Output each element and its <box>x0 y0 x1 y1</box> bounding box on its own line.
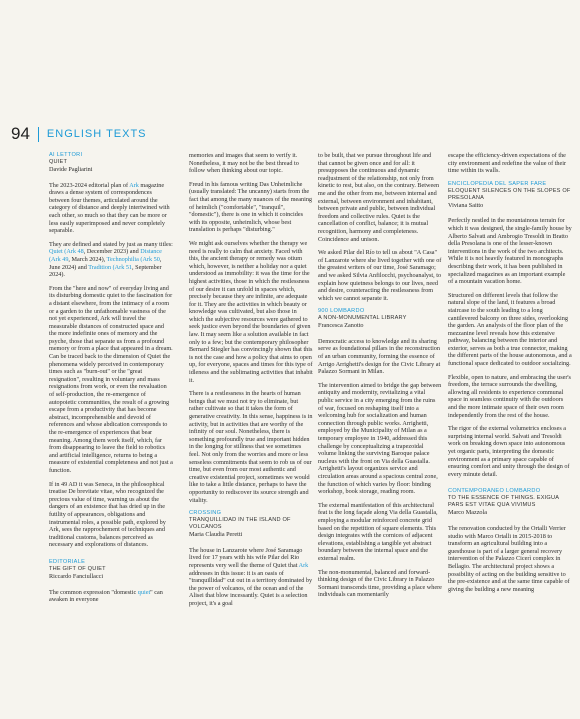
ark-mention: Ark <box>129 181 139 189</box>
article-kicker: ENCICLOPEDIA DEL SAPER FARE <box>448 180 547 187</box>
article-presolana <box>448 181 572 479</box>
article-author: Viviana Saitto <box>448 201 484 209</box>
paragraph: The non-monumental, balanced and forward-thinking design of the Civic Library in Palazzo Sormani transcends time, providing a place where individuals can momentarily <box>318 568 442 599</box>
paragraph: The rigor of the external volumetrics encloses a surprising internal world. Salvati and Tresoldi work on breaking down space into autonomous yet organic parts, interpreting the domestic environment as a primary space capable of ensuring comfort and unity through the design of every minute detail. <box>448 425 570 478</box>
article-author: Riccardo Fanciullacci <box>49 572 104 580</box>
paragraph: escape the efficiency-driven expectations of the city environment and redefine the value of their time within its walls. <box>448 152 567 175</box>
text-columns <box>0 152 580 719</box>
paragraph: The house in Lanzarote where José Saramago lived for 17 years with his wife Pilar del Rio represents very well the theme of Quiet that Ark addresses in this issue: it is an oasis of "tranquillidad" cut out in a territory dominated by the power of volcanos, of the ocean and of the Alisei that blow incessantly. Quiet is a selection project, it's a goal <box>189 546 313 607</box>
paragraph: Freud in his famous writing Das Unheimliche (usually translated: The uncanny) starts from the fact that among the many nuances of the meaning of heimlich ("comfortable", "tranquil", "domestic"), there is one in which it coincides with its opposite, unheimlich, whose best translation is perhaps "disturbing." <box>189 180 313 234</box>
quiet-mention: quiet <box>137 588 151 596</box>
page-header <box>11 124 147 144</box>
paragraph: The renovation conducted by the Ortalli Verrier studio with Marco Ortalli in 2015-2018 to transform an agricultural building into a guesthouse is part of a larger general recovery intervention of the Palazzo Cicerì complex in Bellagio. The architectural project shows a possibility of acting on the building sensitive to the pre-existence and at the same time capable of giving the building a new meaning <box>448 524 570 593</box>
article-essence-of-things <box>448 488 572 593</box>
article-author: Marco Mazzola <box>448 509 487 517</box>
paragraph: Democratic access to knowledge and its sharing serve as foundational pillars in the reconstruction of an urban community, forming the essence of Arrigo Arrighetti's design for the Civic Library at Palazzo Sormani in Milan. <box>318 337 441 376</box>
issue-link-tradition: Tradition (Ark 51 <box>88 263 133 271</box>
ark-mention: Ark <box>298 561 309 569</box>
paragraph: The common expression "domestic quiet" can awaken in everyone <box>49 588 163 604</box>
article-author: Maria Claudia Peretti <box>189 531 243 539</box>
article-kicker: CROSSING <box>189 510 222 517</box>
paragraph: If in 49 AD it was Seneca, in the philosophical treatise De brevitate vitae, who recognized the precious value of time, warning us about the dangers of an existence that has dried up in the futility of appearances, obligations and instrumental roles, a possible path, explored by Ark, sees the rapprochement of techniques and traditional customs, balances perceived as necessary and explorations of distances. <box>49 480 166 549</box>
article-title: ELOQUENT SILENCES ON THE SLOPES OF PRESOLANA <box>448 187 571 201</box>
article-author: Davide Pagliarini <box>49 166 93 173</box>
article-title: QUIET <box>49 159 68 165</box>
article-title: TO THE ESSENCE OF THINGS. EXIGUA PARS EST VITAE QUA VIVIMUS <box>448 495 559 509</box>
page-number: 94 <box>11 124 30 143</box>
article-crossing <box>189 510 313 607</box>
paragraph: The intervention aimed to bridge the gap between antiquity and modernity, revitalizing a vital public service in a city emerging from the ruins of war, focused on reshaping itself into a welcoming hub for socialization and human connection through public works. Arrighetti, employed by the Municipality of Milan as a temporary employee in 1940, addressed this challenge by conceptualizing a trapezoidal volume linking the surviving Baroque palace nucleus with the front on Via della Guastalla. Arrighetti's layout organizes service and circulation areas around a spacious central zone, the function of which varies by floor: binding workshop, book storage, reading room. <box>318 381 442 496</box>
issue-link-quiet: Quiet (Ark 48 <box>49 248 84 256</box>
article-author: Francesca Zanotto <box>318 322 364 330</box>
article-title: TRANQUILLIDAD IN THE ISLAND OF VOLCANOS <box>189 517 291 531</box>
paragraph: Perfectly nestled in the mountainous terrain for which it was designed, the single-family house by Alberto Salvati and Ambrogio Tresoldi in Bratto della Presolana is one of the lesser-known interventions in the work of the two architects. While it is not heavily featured in monographs describing their work, it has been published in specialized magazines as an important example of a mountain vacation home. <box>448 217 572 286</box>
paragraph: memories and images that seem to verify it. Nonetheless, it may not be the best thread to follow when thinking about our topic. <box>189 152 299 175</box>
column-4 <box>448 152 572 719</box>
column-3 <box>318 152 442 719</box>
paragraph: to be built, that we pursue throughout life and that cannot be given once and for all: it presupposes the continuous and dynamic readjustment of the relationship, not only from kinetic to rest, but also, on the contrary. Between me and the other from me, between internal and external, between environment and inhabitant, between private and public, between individual freedom and collective rules. Quiet is the cancellation of conflict, balance; it is mutual recognition, harmony and completeness. Coincidence and unison. <box>318 152 440 243</box>
article-gift-of-quiet <box>49 559 173 604</box>
article-kicker: EDITORIALE <box>49 558 86 565</box>
article-kicker: AI LETTORI <box>49 152 83 158</box>
section-title: ENGLISH TEXTS <box>46 128 147 140</box>
paragraph: There is a restlessness in the hearts of human beings that we must not try to eliminate, but rather cultivate so that it takes the form of generative creativity. In this sense, happiness is in activity, but in activities that are worthy of the infinity of our soul. Nonetheless, there is something profoundly true and important hidden in the longing for stillness that we sometimes feel. Not only from the worries and more or less senseless commitments that seem to rob us of our time, but even from our most authentic and creative existential project, sometimes we would like to take a little distance, perhaps to have the opportunity to rediscover its source strength and vitality. <box>189 390 313 504</box>
article-library <box>318 308 442 599</box>
paragraph: They are defined and stated by just as many titles: Quiet (Ark 48, December 2023) and Distance (Ark 49, March 2024), Technophilia (Ark 50, June 2024) and Tradition (Ark 51, September 2024). <box>49 240 173 279</box>
article-title: A NON-MONUMENTAL LIBRARY <box>318 315 407 322</box>
article-quiet <box>49 152 173 549</box>
article-kicker: CONTEMPORANEO LOMBARDO <box>448 488 541 495</box>
paragraph: Flexible, open to nature, and embracing the user's freedom, the terrace surrounds the dwelling, allowing all residents to experience communal space in seamless continuity with the outdoors and the more intimate space of their own room independently from the rest of the house. <box>448 373 571 419</box>
column-1 <box>49 152 173 719</box>
paragraph: We might ask ourselves whether the therapy we need is really to calm that anxiety. Faced with this, the ancient therapy or remedy was otium which, however, is neither a holiday nor a quiet understood as immobility: it was the time for the highest activities, those in which the restlessness of our desire it can unfold in spaces which, precisely because they are infinite, are adequate for it. They are the activities in which beauty or knowledge was cultivated, but also those in which the subjective resources were gathered to seek justice even beyond the boundaries of given law. It may seem like a solution available in fact only to a few; but the contemporary philosopher Bernard Stiegler has convincingly shown that this is not the case and how a policy that aims to open up, for everyone, spaces and times for this type of idleness and the sublimating activities that inhabit it. <box>189 239 313 384</box>
paragraph: Structured on different levels that follow the natural slope of the land, it features a broad staircase to the south leading to a long cantilevered balcony on three sides, overlooking the garden. An analysis of the floor plan of the mezzanine level reveals how this extensive pathway, balancing between the interior and exterior, serves as both a true connector, making the different parts of the house autonomous, and a functional space dedicated to outdoor socializing. <box>448 291 572 368</box>
paragraph: From the "here and now" of everyday living and its disturbing domestic quiet to the fascination for a distant elsewhere, from the intimacy of a room or a garden to the unfathomable vastness of the not yet experienced, Ark will travel the measurable distances of constructed space and the more indefinite ones of memory and the psyche, those that separate us from a profound memory or from a place that appeared in a dream. Can be traced back to the dimension of Quiet the phenomena widely perceived in contemporary times such as "burn-out" or the "great resignation", resulting in voluntary and mass resignations from work, or even the revaluation of self-production, the re-emergence of autopoietic communities, the result of a growing escape from a productivity that has become abstract, incomprehensible and devoid of references and whose abdication corresponds to the re-emergence of experiences that bear meaning. Among them work itself, which, far from disappearing to leave the field to robotics and artificial intelligence, returns to being a measure of existential completeness and not just a function. <box>49 284 173 474</box>
issue-link-technophilia: Technophilia (Ark 50 <box>106 255 160 263</box>
paragraph: We asked Pilar del Río to tell us about "A Casa" of Lanzarote where she lived together with one of the greatest writers of our time, José Saramago; and we asked Silvia Anfilocchi, psychoanalyst, to explain how quietness belongs to our lives, need and desire, counteracting the restlessness from which we cannot separate it. <box>318 249 442 302</box>
paragraph: The external manifestation of this architectural feat is the long façade along Via della Guastalla, employing a modular reinforced concrete grid based on the repetition of square elements. This design integrates with the cornices of adjacent elevations, establishing a tangible yet abstract boundary between the internal space and the external realm. <box>318 501 438 562</box>
header-divider <box>38 127 39 142</box>
article-kicker: 900 LOMBARDO <box>318 308 365 315</box>
article-title: THE GIFT OF QUIET <box>49 565 106 572</box>
column-2 <box>189 152 313 719</box>
paragraph: The 2023-2024 editorial plan of Ark magazine draws a dense system of correspondences between four themes, articulated around the category of distance and deeply intertwined with each other, so much so that they can be more or less easily superimposed and never completely separable. <box>49 181 170 235</box>
issue-link-distance: Distance (Ark 49 <box>49 248 162 263</box>
